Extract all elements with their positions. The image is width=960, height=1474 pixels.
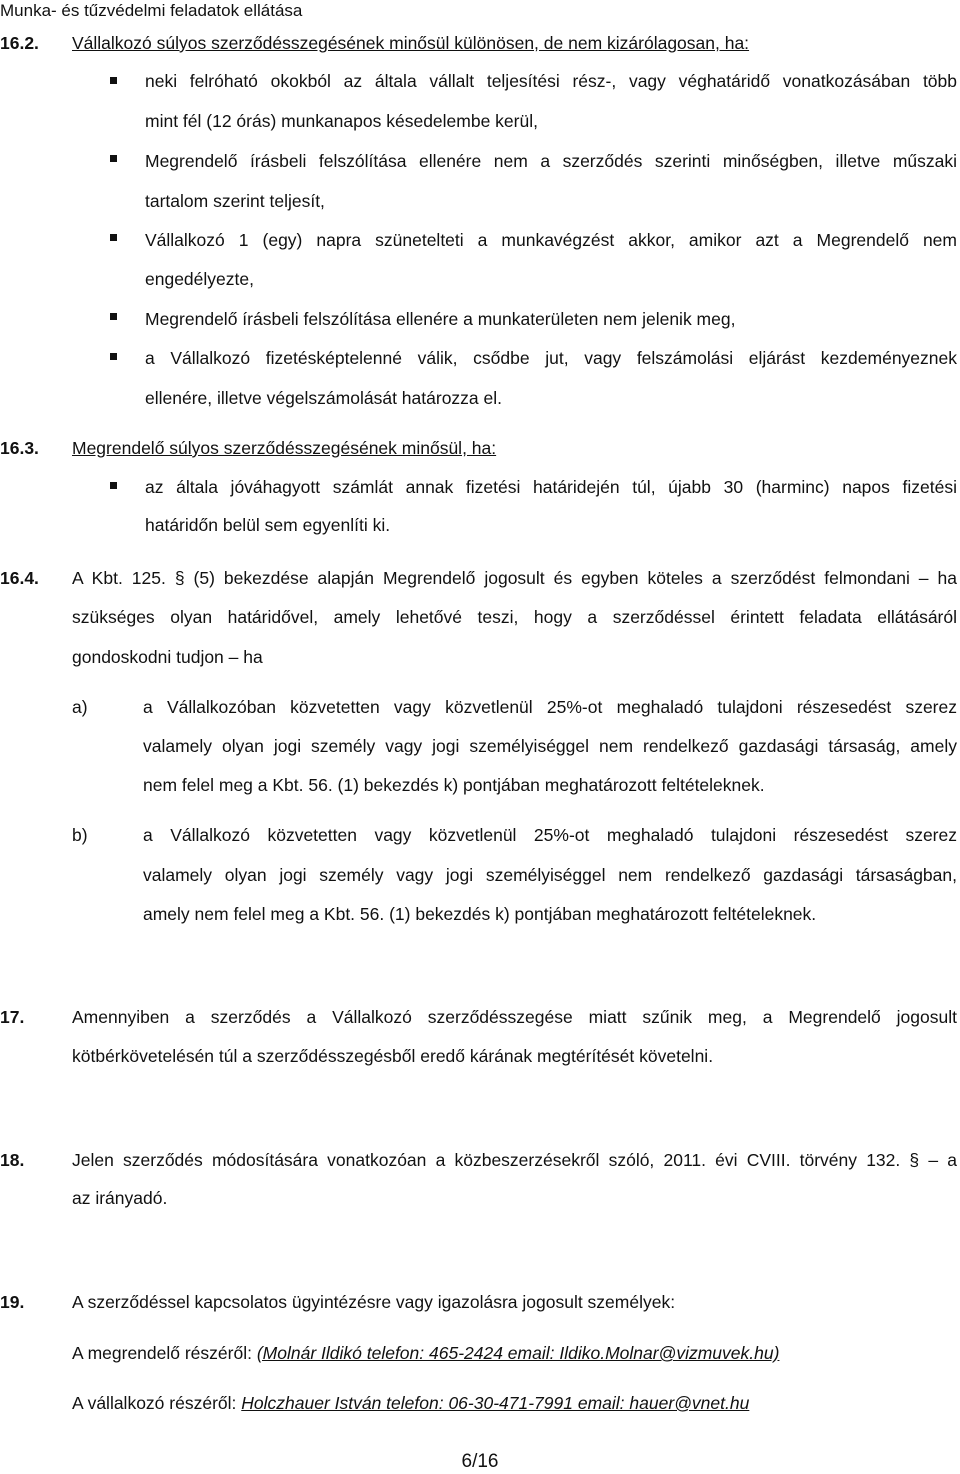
- list-item-line: az általa jóváhagyott számlát annak fizetési határidején túl, újabb 30 (harminc) napos fizetési: [145, 477, 957, 497]
- contact-label: A megrendelő részéről:: [72, 1343, 257, 1363]
- list-item-line: határidőn belül sem egyenlíti ki.: [145, 515, 391, 535]
- paragraph-line: Amennyiben a szerződés a Vállalkozó szerződésszegése miatt szűnik meg, a Megrendelő jogosult: [72, 1007, 957, 1027]
- section-heading: Vállalkozó súlyos szerződésszegésének minősül különösen, de nem kizárólagosan, ha:: [72, 33, 750, 53]
- paragraph-line: szükséges olyan határidővel, amely lehetővé teszi, hogy a szerződéssel érintett feladata ellátásáról: [72, 607, 957, 627]
- list-item-line: Megrendelő írásbeli felszólítása ellenére nem a szerződés szerinti minőségben, illetve műszaki: [145, 151, 957, 171]
- list-label: a): [72, 697, 88, 717]
- contact-label: A vállalkozó részéről:: [72, 1393, 242, 1413]
- section-number: 16.4.: [0, 568, 39, 588]
- list-item-line: ellenére, illetve végelszámolását határozza el.: [145, 388, 502, 408]
- paragraph-line: gondoskodni tudjon – ha: [72, 647, 263, 667]
- contact-line-contractor: [72, 1392, 749, 1414]
- section-number: 19.: [0, 1292, 25, 1312]
- list-item-line: Megrendelő írásbeli felszólítása ellenére a munkaterületen nem jelenik meg,: [145, 309, 736, 329]
- contact-value[interactable]: Holczhauer István telefon: 06-30-471-7991 email: hauer@vnet.hu: [241, 1393, 750, 1413]
- list-item-line: Vállalkozó 1 (egy) napra szünetelteti a munkavégzést akkor, amikor azt a Megrendelő nem: [145, 230, 957, 250]
- list-item-line: neki felróható okokból az általa vállalt teljesítési rész-, vagy véghatáridő vonatkozásában több: [145, 71, 957, 91]
- list-item-line: a Vállalkozó közvetetten vagy közvetlenül 25%-ot meghaladó tulajdoni részesedést szerez: [143, 825, 957, 845]
- list-item-line: nem felel meg a Kbt. 56. (1) bekezdés k) pontjában meghatározott feltételeknek.: [143, 775, 765, 795]
- bullet-icon: [110, 234, 117, 241]
- list-item-line: valamely olyan jogi személy vagy jogi személyiséggel nem rendelkező gazdasági társaság, amely: [143, 736, 957, 756]
- bullet-icon: [110, 155, 117, 162]
- list-item-line: valamely olyan jogi személy vagy jogi személyiséggel nem rendelkező gazdasági társaságban,: [143, 865, 957, 885]
- list-item-line: a Vállalkozóban közvetetten vagy közvetlenül 25%-ot meghaladó tulajdoni részesedést szerez: [143, 697, 957, 717]
- list-item-line: tartalom szerint teljesít,: [145, 191, 325, 211]
- list-item-line: engedélyezte,: [145, 269, 254, 289]
- paragraph-line: A szerződéssel kapcsolatos ügyintézésre vagy igazolásra jogosult személyek:: [72, 1292, 676, 1312]
- section-number: 16.2.: [0, 33, 39, 53]
- document-header: Munka- és tűzvédelmi feladatok ellátása: [0, 1, 303, 20]
- bullet-icon: [110, 353, 117, 360]
- section-heading: Megrendelő súlyos szerződésszegésének minősül, ha:: [72, 438, 497, 458]
- bullet-icon: [110, 77, 117, 84]
- list-item-line: a Vállalkozó fizetésképtelenné válik, csődbe jut, vagy felszámolási eljárást kezdeményeznek: [145, 348, 957, 368]
- list-label: b): [72, 825, 88, 845]
- page-number: 6/16: [461, 1451, 499, 1472]
- paragraph-line: Jelen szerződés módosítására vonatkozóan a közbeszerzésekről szóló, 2011. évi CVIII. törvény 132. § – a: [72, 1150, 957, 1170]
- list-item-line: mint fél (12 órás) munkanapos késedelembe kerül,: [145, 111, 538, 131]
- section-number: 16.3.: [0, 438, 39, 458]
- bullet-icon: [110, 313, 117, 320]
- paragraph-line: kötbérkövetelésén túl a szerződésszegésből eredő kárának megtérítését követelni.: [72, 1046, 714, 1066]
- section-number: 17.: [0, 1007, 25, 1027]
- bullet-icon: [110, 482, 117, 489]
- contact-value[interactable]: (Molnár Ildikó telefon: 465-2424 email: Ildiko.Molnar@vizmuvek.hu): [256, 1343, 780, 1363]
- section-number: 18.: [0, 1150, 25, 1170]
- paragraph-line: az irányadó.: [72, 1188, 168, 1208]
- list-item-line: amely nem felel meg a Kbt. 56. (1) bekezdés k) pontjában meghatározott feltételeknek.: [143, 904, 817, 924]
- paragraph-line: A Kbt. 125. § (5) bekezdése alapján Megrendelő jogosult és egyben köteles a szerződést felmondani – ha: [72, 568, 957, 588]
- contact-line-client: [72, 1342, 779, 1364]
